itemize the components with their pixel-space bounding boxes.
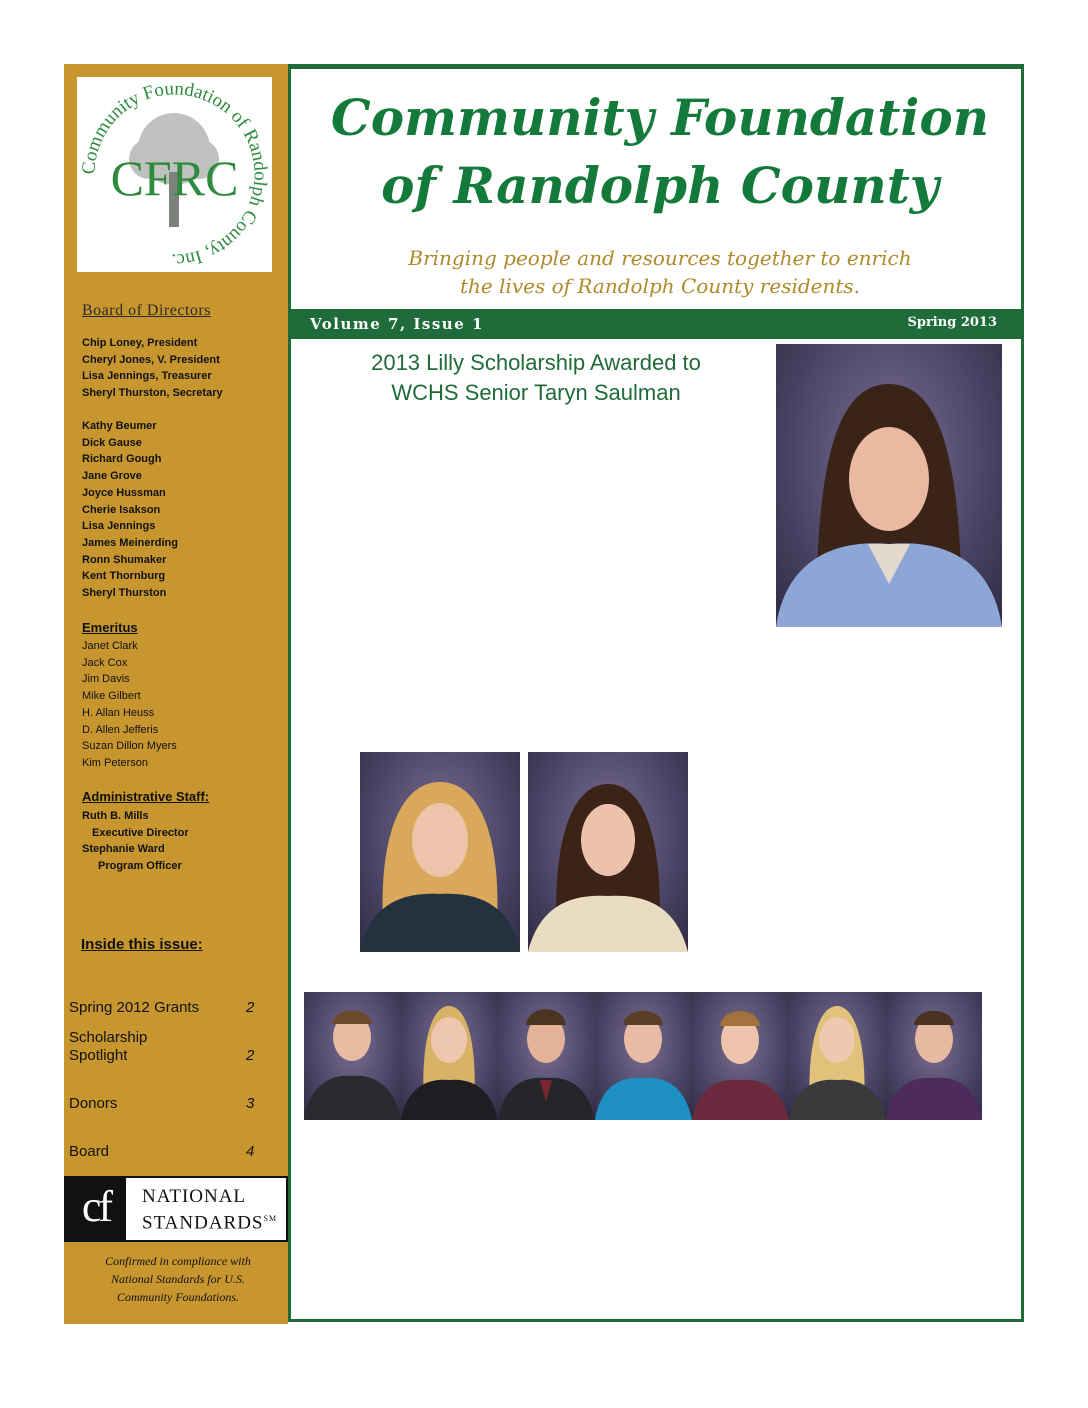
list-item: Cheryl Jones, V. President — [82, 353, 220, 366]
person-portrait-icon — [886, 992, 982, 1120]
list-item: Ruth B. Mills — [82, 810, 149, 822]
portrait-photo — [304, 992, 401, 1120]
toc-page: 2 — [246, 1047, 255, 1064]
list-item: Executive Director — [92, 826, 189, 839]
standards-line — [142, 1208, 277, 1234]
list-item: James Meinerding — [82, 536, 178, 549]
masthead-title — [300, 84, 1020, 220]
svg-text:CFRC: CFRC — [110, 150, 239, 206]
board-of-directors-heading: Board of Directors — [82, 302, 211, 319]
standards-line: NATIONAL — [142, 1186, 247, 1207]
recipient-photo-strip — [304, 992, 982, 1120]
article-headline — [312, 348, 760, 408]
compliance-line: Confirmed in compliance with — [105, 1254, 251, 1268]
person-portrait-icon — [528, 752, 688, 952]
list-item: D. Allen Jefferis — [82, 723, 159, 736]
person-portrait-icon — [304, 992, 401, 1120]
portrait-photo — [789, 992, 886, 1120]
emeritus-list — [82, 638, 177, 772]
compliance-line: National Standards for U.S. — [111, 1272, 245, 1286]
toc-page: 4 — [246, 1143, 255, 1160]
cf-mark: cf — [66, 1178, 126, 1240]
toc-title: Scholarship Spotlight — [69, 1029, 148, 1064]
portrait-photo — [498, 992, 595, 1120]
svg-text:Community Foundation of Randol: Community Foundation of Randolph County, Inc. — [78, 78, 271, 271]
national-standards-badge — [64, 1176, 288, 1242]
headline-line: WCHS Senior Taryn Saulman — [391, 380, 681, 405]
list-item: Ronn Shumaker — [82, 553, 167, 566]
list-item: Cherie Isakson — [82, 503, 161, 516]
list-item: Lisa Jennings, Treasurer — [82, 370, 212, 383]
portrait-photo — [692, 992, 789, 1120]
compliance-note — [78, 1252, 278, 1306]
list-item: Jack Cox — [82, 656, 128, 669]
toc-title: Spring 2012 Grants — [69, 999, 200, 1016]
portrait-photo — [528, 752, 688, 952]
staff-list — [82, 808, 189, 875]
person-portrait-icon — [789, 992, 886, 1120]
list-item: Jim Davis — [82, 673, 130, 686]
season-label: Spring 2013 — [907, 315, 997, 330]
portrait-photo — [595, 992, 692, 1120]
emeritus-heading: Emeritus — [82, 620, 138, 635]
list-item: Suzan Dillon Myers — [82, 740, 177, 753]
list-item: Sheryl Thurston, Secretary — [82, 387, 223, 400]
cfrc-logo — [77, 77, 272, 272]
tagline-line: the lives of Randolph County residents. — [459, 274, 861, 298]
toc-title: Board — [69, 1143, 110, 1160]
officer-list — [82, 335, 223, 402]
list-item: Richard Gough — [82, 453, 162, 466]
top-rule — [288, 64, 1024, 69]
list-item: Lisa Jennings — [82, 520, 156, 533]
list-item: Program Officer — [98, 860, 182, 873]
list-item: Kent Thornburg — [82, 570, 166, 583]
list-item: Jane Grove — [82, 470, 142, 483]
list-item: Joyce Hussman — [82, 486, 166, 499]
tagline — [300, 244, 1020, 300]
volume-issue: Volume 7, Issue 1 — [310, 315, 484, 333]
toc-page: 2 — [246, 999, 255, 1016]
headline-line: 2013 Lilly Scholarship Awarded to — [371, 350, 701, 375]
list-item: Dick Gause — [82, 436, 142, 449]
list-item: Sheryl Thurston — [82, 587, 167, 600]
portrait-photo — [886, 992, 982, 1120]
person-portrait-icon — [692, 992, 789, 1120]
person-portrait-icon — [595, 992, 692, 1120]
masthead-line: of Randolph County — [381, 156, 939, 215]
inside-this-issue-heading: Inside this issue: — [81, 936, 203, 953]
list-item: Chip Loney, President — [82, 337, 198, 349]
compliance-line: Community Foundations. — [117, 1290, 239, 1304]
national-standards-text — [142, 1186, 277, 1234]
toc-page: 3 — [246, 1095, 255, 1112]
list-item: H. Allan Heuss — [82, 706, 155, 719]
list-item: Stephanie Ward — [82, 843, 165, 856]
service-mark: SM — [263, 1214, 278, 1223]
administrative-staff-heading: Administrative Staff: — [82, 789, 210, 804]
list-item: Kathy Beumer — [82, 420, 157, 432]
sidebar — [64, 64, 288, 1324]
portrait-photo — [776, 344, 1002, 627]
toc-title: Donors — [69, 1095, 118, 1112]
portrait-photo — [401, 992, 498, 1120]
person-portrait-icon — [498, 992, 595, 1120]
masthead-line: Community Foundation — [330, 88, 990, 147]
person-portrait-icon — [360, 752, 520, 952]
tagline-line: Bringing people and resources together to enrich — [408, 246, 912, 270]
person-portrait-icon — [401, 992, 498, 1120]
list-item: Mike Gilbert — [82, 690, 141, 703]
list-item: Kim Peterson — [82, 756, 149, 769]
person-portrait-icon — [776, 344, 1002, 627]
issue-bar — [290, 309, 1023, 339]
tree-seal-icon — [77, 77, 272, 272]
board-member-list — [82, 418, 178, 602]
portrait-photo — [360, 752, 520, 952]
standards-word: STANDARDS — [142, 1212, 264, 1234]
list-item: Janet Clark — [82, 640, 138, 652]
